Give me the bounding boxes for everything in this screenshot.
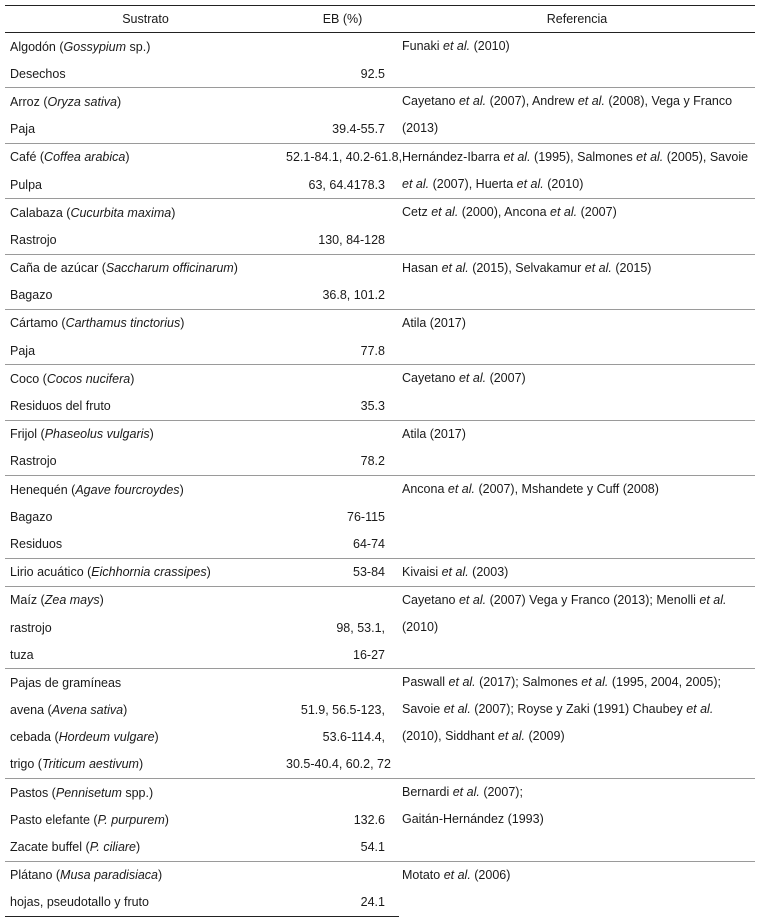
eb-value <box>286 254 399 282</box>
substrate-scientific-name: Coffea arabica <box>44 150 126 165</box>
et-al-text: et al. <box>458 592 487 607</box>
substrate-name <box>5 88 286 116</box>
eb-value <box>286 586 399 614</box>
reference-text: (2003) <box>468 564 509 579</box>
reference-text: (2010) <box>470 39 510 53</box>
substrate-common-name: Caña de azúcar ( <box>10 261 106 276</box>
reference-cell <box>399 309 755 364</box>
reference-text: Gaitán-Hernández (1993) <box>402 812 544 827</box>
reference-text: (2008), Vega y Franco (2013) <box>402 94 733 136</box>
reference-cell <box>399 33 755 88</box>
et-al-text: et al. <box>699 592 727 607</box>
substrate-name <box>5 33 286 61</box>
reference-text: Cayetano <box>402 94 459 109</box>
residue-scientific-name: Hordeum vulgare <box>58 730 155 745</box>
eb-value: 132.6 <box>353 812 385 827</box>
substrate-group-row <box>5 586 755 614</box>
substrate-scientific-name: Saccharum officinarum <box>105 261 234 276</box>
residue-label <box>5 806 286 833</box>
substrate-group-row <box>5 669 755 697</box>
et-al-text: et al. <box>636 149 664 164</box>
substrate-group-row <box>5 861 755 889</box>
et-al-text: et al. <box>584 260 612 275</box>
reference-text: Hasan <box>402 260 442 275</box>
residue-common-name: Pasto elefante ( <box>10 812 98 827</box>
substrate-name <box>5 558 286 586</box>
eb-value: 53.6-114.4, <box>322 730 385 745</box>
residue-name-suffix: ) <box>123 703 128 718</box>
substrate-scientific-name: Eichhornia crassipes <box>91 565 207 580</box>
reference-cell <box>399 476 755 559</box>
reference-text: Hernández-Ibarra <box>402 149 504 164</box>
substrate-name-suffix: ) <box>99 593 104 608</box>
reference-text: Ancona <box>402 482 448 496</box>
substrate-name-suffix: ) <box>149 427 154 442</box>
reference-text: Cayetano <box>402 592 459 607</box>
reference-text: Cayetano <box>402 371 459 386</box>
et-al-text: et al. <box>448 675 476 690</box>
reference-text: (2006) <box>470 867 511 882</box>
eb-value <box>286 88 399 116</box>
residue-label: Bagazo <box>10 509 53 524</box>
eb-value: 63, 64.4178.3 <box>308 177 385 192</box>
substrate-group-row <box>5 88 755 116</box>
reference-cell <box>399 586 755 669</box>
substrate-scientific-name: Phaseolus vulgaris <box>44 427 150 442</box>
reference-text: (2015) <box>611 260 652 275</box>
residue-label <box>5 833 286 861</box>
eb-value <box>286 476 399 504</box>
reference-text: (2015), Selvakamur <box>468 260 585 275</box>
reference-text: (2009) <box>525 729 565 744</box>
substrate-name <box>5 143 286 171</box>
substrate-scientific-name: Musa paradisiaca <box>60 868 158 883</box>
et-al-text: et al. <box>497 729 526 744</box>
residue-name-suffix: ) <box>164 812 169 827</box>
substrate-name <box>5 309 286 337</box>
residue-label: Paja <box>10 122 36 137</box>
residue-label: tuza <box>10 647 34 662</box>
et-al-text: et al. <box>458 94 487 109</box>
reference-text: (2017); Salmones <box>475 675 582 690</box>
substrate-group-row <box>5 143 755 171</box>
substrate-group-row <box>5 420 755 448</box>
residue-label: rastrojo <box>10 620 52 635</box>
reference-text: Atila (2017) <box>402 315 466 330</box>
substrate-name-suffix: ) <box>125 150 130 165</box>
eb-value: 16-27 <box>353 647 385 662</box>
reference-text: (2007), Mshandete y Cuff (2008) <box>474 482 659 496</box>
reference-text: (2007); Royse y Zaki (1991) Chaubey <box>470 702 687 717</box>
residue-label: Bagazo <box>10 288 53 303</box>
substrate-common-name: Pajas de gramíneas <box>10 675 122 690</box>
reference-text: (2005), Savoie <box>663 149 749 164</box>
reference-cell <box>399 420 755 475</box>
eb-value <box>286 420 399 448</box>
et-al-text: et al. <box>441 260 469 275</box>
eb-value <box>286 861 399 889</box>
eb-value: 98, 53.1, <box>336 620 385 635</box>
substrate-scientific-name: Cucurbita maxima <box>70 205 172 220</box>
substrate-group-row <box>5 309 755 337</box>
header-eb: EB (%) <box>286 6 399 33</box>
residue-label: Residuos <box>10 536 63 551</box>
et-al-text: et al. <box>516 176 544 191</box>
reference-text: (2007), Huerta <box>429 176 517 191</box>
substrate-name <box>5 779 286 807</box>
table-header-row <box>5 6 755 33</box>
et-al-text: et al. <box>452 785 480 800</box>
eb-value <box>286 365 399 393</box>
et-al-text: et al. <box>581 675 609 690</box>
substrate-name-suffix: ) <box>179 482 184 497</box>
residue-name-suffix: ) <box>136 840 141 855</box>
substrate-name <box>5 254 286 282</box>
substrate-common-name: Henequén ( <box>10 482 76 497</box>
residue-common-name: avena ( <box>10 703 52 718</box>
substrate-name <box>5 669 286 697</box>
substrate-name <box>5 476 286 504</box>
substrate-group-row <box>5 476 755 504</box>
residue-common-name: Zacate buffel ( <box>10 840 90 855</box>
substrate-group-row <box>5 779 755 807</box>
substrate-group-row <box>5 254 755 282</box>
substrate-common-name: Coco ( <box>10 371 47 386</box>
reference-cell <box>399 861 755 916</box>
reference-text: (2000), Ancona <box>458 205 551 220</box>
table-body <box>5 33 755 917</box>
eb-value: 78.2 <box>360 454 385 469</box>
substrate-group-row <box>5 365 755 393</box>
substrate-common-name: Café ( <box>10 150 45 165</box>
substrate-scientific-name: Agave fourcroydes <box>75 482 180 497</box>
eb-value: 92.5 <box>360 66 385 81</box>
substrate-name-suffix: ) <box>206 565 211 580</box>
substrate-scientific-name: Pennisetum <box>55 785 122 800</box>
et-al-text: et al. <box>447 482 475 496</box>
reference-text: (2010) <box>402 619 439 634</box>
eb-value: 52.1-84.1, 40.2-61.8, <box>286 143 399 171</box>
eb-value: 77.8 <box>360 343 385 358</box>
substrate-scientific-name: Carthamus tinctorius <box>65 316 181 331</box>
reference-cell <box>399 199 755 254</box>
substrate-common-name: Lirio acuático ( <box>10 565 92 580</box>
eb-value: 39.4-55.7 <box>332 122 385 137</box>
reference-text: (1995), Salmones <box>530 149 637 164</box>
substrate-name-suffix: ) <box>171 205 176 220</box>
reference-text: (2007), Andrew <box>486 94 578 109</box>
residue-label: Residuos del fruto <box>10 399 111 414</box>
header-sustrato: Sustrato <box>5 6 286 33</box>
reference-text: Bernardi <box>402 785 453 800</box>
eb-value: 54.1 <box>360 840 385 855</box>
eb-value <box>286 199 399 227</box>
eb-value <box>286 309 399 337</box>
eb-value: 53-84 <box>286 558 399 586</box>
reference-text: Kivaisi <box>402 564 442 579</box>
eb-value <box>286 33 399 61</box>
residue-label <box>5 724 286 751</box>
substrate-name-suffix: ) <box>158 868 163 883</box>
eb-value: 30.5-40.4, 60.2, 72 <box>286 757 391 772</box>
substrate-common-name: Maíz ( <box>10 593 45 608</box>
et-al-text: et al. <box>686 702 714 717</box>
et-al-text: et al. <box>443 867 471 882</box>
reference-text: (2007); <box>479 785 523 800</box>
reference-text: (2010) <box>543 176 584 191</box>
reference-text: (1995, 2004, 2005); Savoie <box>402 675 721 717</box>
et-al-text: et al. <box>402 176 430 191</box>
et-al-text: et al. <box>441 564 469 579</box>
residue-label: Pulpa <box>10 177 42 192</box>
eb-value: 64-74 <box>353 536 385 551</box>
substrate-name-suffix: ) <box>233 261 238 276</box>
residue-label <box>5 697 286 724</box>
substrate-name <box>5 365 286 393</box>
substrate-name-suffix: spp.) <box>121 785 154 800</box>
residue-scientific-name: P. ciliare <box>89 840 137 855</box>
reference-text: (2010), Siddhant <box>402 729 498 744</box>
header-referencia: Referencia <box>399 6 755 33</box>
reference-cell <box>399 143 755 198</box>
substrate-name <box>5 420 286 448</box>
residue-name-suffix: ) <box>138 757 144 772</box>
reference-text: (2007) <box>577 205 617 220</box>
residue-scientific-name: Avena sativa <box>51 703 124 718</box>
substrate-common-name: Algodón ( <box>10 39 64 54</box>
reference-text: Paswall <box>402 675 449 690</box>
residue-label: Paja <box>10 343 36 358</box>
residue-scientific-name: P. purpurem <box>97 812 165 827</box>
substrate-common-name: Arroz ( <box>10 94 48 109</box>
residue-label: Rastrojo <box>10 232 57 247</box>
substrate-name-suffix: ) <box>180 316 185 331</box>
substrate-group-row <box>5 558 755 586</box>
residue-common-name: trigo ( <box>10 757 42 772</box>
residue-name-suffix: ) <box>154 730 159 745</box>
substrate-common-name: Cártamo ( <box>10 316 66 331</box>
reference-text: Atila (2017) <box>402 426 466 441</box>
substrate-common-name: Plátano ( <box>10 868 61 883</box>
reference-cell <box>399 88 755 143</box>
et-al-text: et al. <box>431 205 459 220</box>
substrate-name-suffix: ) <box>116 94 122 109</box>
substrate-common-name: Frijol ( <box>10 427 45 442</box>
substrate-name-suffix: sp.) <box>126 39 151 54</box>
reference-cell <box>399 558 755 586</box>
substrate-name <box>5 861 286 889</box>
eb-value: 51.9, 56.5-123, <box>300 703 385 718</box>
reference-cell <box>399 669 755 779</box>
et-al-text: et al. <box>550 205 578 220</box>
eb-value: 24.1 <box>286 889 399 917</box>
et-al-text: et al. <box>458 371 487 386</box>
substrate-scientific-name: Cocos nucifera <box>46 371 131 386</box>
substrate-name-suffix: ) <box>130 371 135 386</box>
substrate-name <box>5 199 286 227</box>
residue-common-name: cebada ( <box>10 730 59 745</box>
substrate-scientific-name: Oryza sativa <box>47 94 117 109</box>
reference-cell <box>399 365 755 420</box>
substrate-scientific-name: Zea mays <box>44 593 100 608</box>
et-al-text: et al. <box>443 39 471 53</box>
residue-label <box>5 751 286 779</box>
substrate-group-row <box>5 199 755 227</box>
eb-value <box>286 779 399 807</box>
residue-label: Rastrojo <box>10 454 57 469</box>
substrate-common-name: Calabaza ( <box>10 205 71 220</box>
reference-text: Motato <box>402 867 444 882</box>
substrate-scientific-name: Gossypium <box>63 39 127 54</box>
et-al-text: et al. <box>503 149 531 164</box>
residue-label: hojas, pseudotallo y fruto <box>5 889 286 917</box>
reference-text: (2007) <box>486 371 526 386</box>
eb-value: 130, 84-128 <box>318 232 385 247</box>
eb-value: 36.8, 101.2 <box>322 288 385 303</box>
eb-value <box>286 669 399 697</box>
substrate-common-name: Pastos ( <box>10 785 56 800</box>
substrate-group-row <box>5 33 755 61</box>
eb-value: 35.3 <box>360 399 385 414</box>
substrate-name <box>5 586 286 614</box>
reference-text: Cetz <box>402 205 432 220</box>
reference-text: (2007) Vega y Franco (2013); Menolli <box>486 592 700 607</box>
reference-cell <box>399 254 755 309</box>
reference-cell <box>399 779 755 862</box>
reference-text: Funaki <box>402 39 443 53</box>
eb-value: 76-115 <box>347 509 385 524</box>
residue-scientific-name: Triticum aestivum <box>41 757 139 772</box>
residue-label: Desechos <box>10 66 66 81</box>
substrate-table <box>5 5 755 917</box>
et-al-text: et al. <box>443 702 471 717</box>
et-al-text: et al. <box>577 94 605 109</box>
